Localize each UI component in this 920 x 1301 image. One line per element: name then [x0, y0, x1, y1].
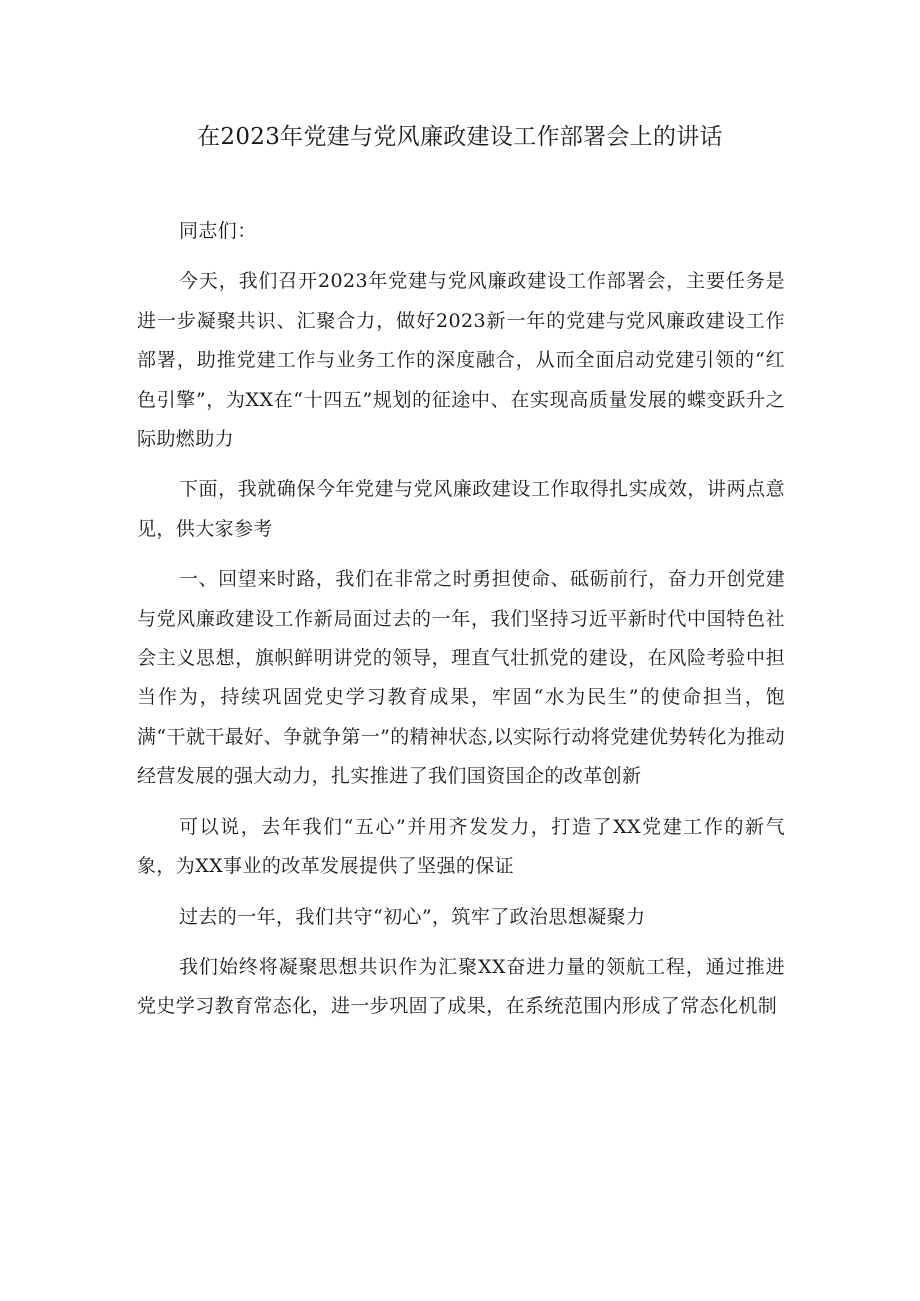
- body-paragraph: 今天，我们召开2023年党建与党风廉政建设工作部署会，主要任务是进一步凝聚共识、汇聚合力，做好2023新一年的党建与党风廉政建设工作部署，助推党建工作与业务工作的深度融合，从而全面启动党建引领的“红色引擎”，为XX在“十四五”规划的征途中、在实现高质量发展的蝶变跃升之际助燃助力: [137, 270, 785, 451]
- body-paragraph: 可以说，去年我们“五心”并用齐发发力，打造了XX党建工作的新气象，为XX事业的改革发展提供了坚强的保证: [137, 815, 785, 878]
- salutation-paragraph: 同志们：: [179, 220, 257, 242]
- body-paragraph: 下面，我就确保今年党建与党风廉政建设工作取得扎实成效，讲两点意见，供大家参考: [137, 478, 785, 540]
- body-paragraph: 一、回望来时路，我们在非常之时勇担使命、砥砺前行，奋力开创党建与党风廉政建设工作新局面过去的一年，我们坚持习近平新时代中国特色社会主义思想，旗帜鲜明讲党的领导，理直气壮抓党的建设，在风险考验中担当作为，持续巩固党史学习教育成果，牢固“水为民生”的使命担当，饱满“干就干最好、争就争第一”的精神状态,以实际行动将党建优势转化为推动经营发展的强大动力，扎实推进了我们国资国企的改革创新: [137, 568, 785, 788]
- body-paragraph: 过去的一年，我们共守“初心”，筑牢了政治思想凝聚力: [179, 905, 646, 928]
- body-paragraph: 我们始终将凝聚思想共识作为汇聚XX奋进力量的领航工程，通过推进党史学习教育常态化，进一步巩固了成果，在系统范围内形成了常态化机制: [137, 955, 785, 1018]
- document-title: 在2023年党建与党风廉政建设工作部署会上的讲话: [197, 124, 723, 150]
- document-body: [137, 212, 785, 1038]
